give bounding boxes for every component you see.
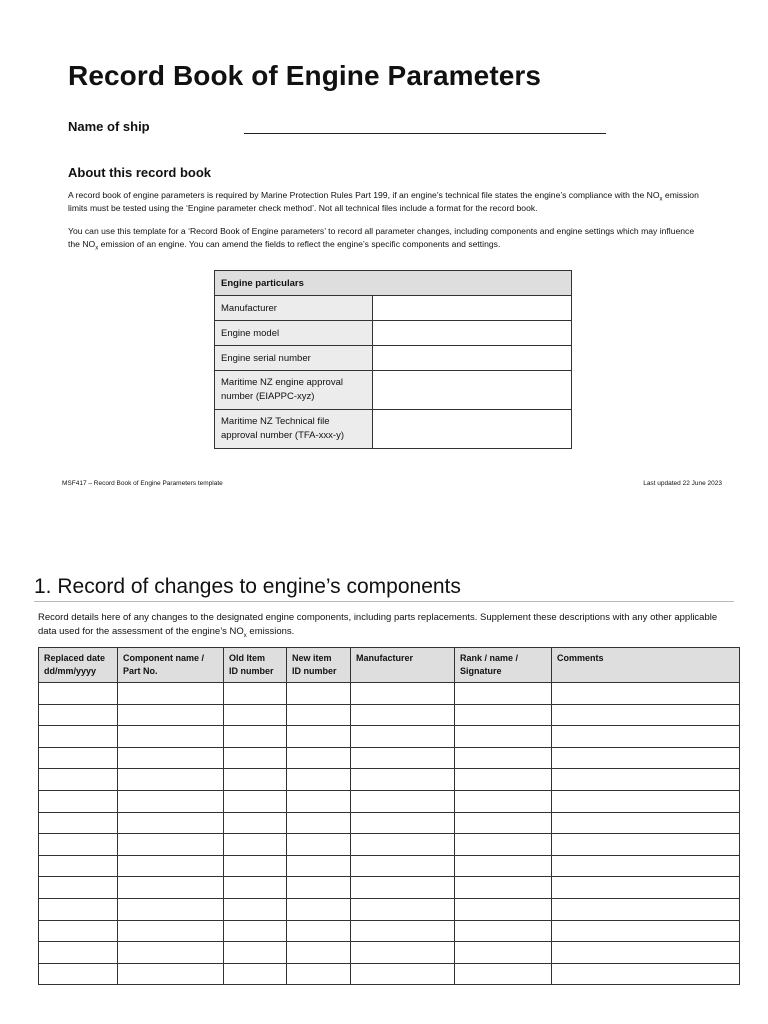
table-cell[interactable]: [118, 920, 224, 942]
table-cell[interactable]: [224, 963, 287, 985]
table-row: [39, 812, 740, 834]
table-cell[interactable]: [552, 812, 740, 834]
table-row: [39, 855, 740, 877]
table-cell[interactable]: [39, 790, 118, 812]
section-1-heading: 1. Record of changes to engine’s components: [34, 575, 461, 598]
table-cell[interactable]: [224, 704, 287, 726]
table-cell[interactable]: [287, 726, 351, 748]
table-cell[interactable]: [287, 790, 351, 812]
table-cell[interactable]: [455, 942, 552, 964]
table-cell[interactable]: [552, 877, 740, 899]
table-cell[interactable]: [287, 877, 351, 899]
table-row: [39, 726, 740, 748]
table-cell[interactable]: [455, 898, 552, 920]
column-header-replaced-date: Replaced date dd/mm/yyyy: [39, 648, 118, 683]
table-row: [39, 898, 740, 920]
table-cell[interactable]: [552, 855, 740, 877]
table-cell[interactable]: [224, 747, 287, 769]
table-cell[interactable]: [118, 898, 224, 920]
table-cell[interactable]: [552, 942, 740, 964]
table-cell[interactable]: [455, 790, 552, 812]
table-cell[interactable]: [39, 963, 118, 985]
component-changes-body: [39, 683, 740, 985]
table-cell[interactable]: [118, 963, 224, 985]
table-cell[interactable]: [287, 834, 351, 856]
table-cell[interactable]: [224, 920, 287, 942]
table-cell[interactable]: [287, 942, 351, 964]
particulars-value-approval-number[interactable]: [373, 371, 572, 410]
table-cell[interactable]: [552, 963, 740, 985]
page-title: Record Book of Engine Parameters: [68, 60, 542, 91]
particulars-value-manufacturer[interactable]: [373, 296, 572, 321]
table-cell[interactable]: [224, 790, 287, 812]
table-cell[interactable]: [39, 683, 118, 705]
table-cell[interactable]: [118, 704, 224, 726]
table-row: [39, 963, 740, 985]
table-cell[interactable]: [39, 898, 118, 920]
table-cell[interactable]: [224, 726, 287, 748]
table-cell[interactable]: [455, 812, 552, 834]
table-cell[interactable]: [118, 726, 224, 748]
table-cell[interactable]: [351, 855, 455, 877]
table-cell[interactable]: [224, 812, 287, 834]
table-cell[interactable]: [552, 898, 740, 920]
table-cell[interactable]: [351, 877, 455, 899]
table-cell[interactable]: [351, 704, 455, 726]
table-row: [39, 877, 740, 899]
section-divider: [34, 601, 734, 602]
table-cell[interactable]: [39, 704, 118, 726]
table-cell[interactable]: [351, 898, 455, 920]
table-cell[interactable]: [351, 812, 455, 834]
table-cell[interactable]: [455, 877, 552, 899]
particulars-label-serial-number: Engine serial number: [215, 346, 373, 371]
table-row: [39, 769, 740, 791]
table-row: [39, 834, 740, 856]
table-cell[interactable]: [224, 683, 287, 705]
table-cell[interactable]: [287, 704, 351, 726]
table-cell[interactable]: [39, 855, 118, 877]
column-header-comments: Comments: [552, 648, 740, 683]
table-cell[interactable]: [39, 920, 118, 942]
table-cell[interactable]: [118, 790, 224, 812]
table-cell[interactable]: [287, 963, 351, 985]
table-cell[interactable]: [118, 855, 224, 877]
table-cell[interactable]: [351, 790, 455, 812]
table-cell[interactable]: [552, 726, 740, 748]
table-cell[interactable]: [287, 898, 351, 920]
particulars-value-serial-number[interactable]: [373, 346, 572, 371]
table-cell[interactable]: [351, 963, 455, 985]
table-cell[interactable]: [287, 812, 351, 834]
table-cell[interactable]: [351, 726, 455, 748]
table-cell[interactable]: [39, 726, 118, 748]
table-cell[interactable]: [224, 855, 287, 877]
table-cell[interactable]: [224, 877, 287, 899]
name-of-ship-field[interactable]: [244, 133, 606, 134]
table-cell[interactable]: [351, 769, 455, 791]
table-cell[interactable]: [552, 834, 740, 856]
name-of-ship-label: Name of ship: [68, 119, 150, 134]
table-cell[interactable]: [552, 683, 740, 705]
table-cell[interactable]: [39, 942, 118, 964]
table-cell[interactable]: [118, 877, 224, 899]
particulars-value-technical-file[interactable]: [373, 410, 572, 449]
table-cell[interactable]: [287, 769, 351, 791]
table-cell[interactable]: [39, 769, 118, 791]
table-cell[interactable]: [351, 942, 455, 964]
table-row: [39, 790, 740, 812]
table-row: [39, 942, 740, 964]
table-cell[interactable]: [118, 942, 224, 964]
table-cell[interactable]: [224, 834, 287, 856]
table-header-row: [39, 648, 740, 683]
table-cell[interactable]: [552, 769, 740, 791]
component-changes-table: [38, 647, 740, 985]
column-header-rank-signature: Rank / name / Signature: [455, 648, 552, 683]
table-cell[interactable]: [118, 747, 224, 769]
table-cell[interactable]: [39, 877, 118, 899]
table-cell[interactable]: [455, 747, 552, 769]
table-cell[interactable]: [552, 790, 740, 812]
table-row: [39, 704, 740, 726]
section-1-description: Record details here of any changes to the designated engine components, including parts replacements. Supplement these descriptions with any other applicable data used for the assessment of the engine’s $NO_x$ emissions.: [38, 612, 718, 639]
table-cell[interactable]: [287, 855, 351, 877]
table-cell[interactable]: [118, 834, 224, 856]
table-cell[interactable]: [552, 704, 740, 726]
table-cell[interactable]: [224, 898, 287, 920]
table-cell[interactable]: [118, 812, 224, 834]
about-heading: About this record book: [68, 165, 211, 180]
footer-document-id: MSF417 – Record Book of Engine Parameters template: [62, 480, 223, 487]
table-cell[interactable]: [39, 812, 118, 834]
about-paragraph-1: A record book of engine parameters is required by Marine Protection Rules Part 199, if an engine’s technical file states the engine’s compliance with the $NO_x$ emission limits must be tested using the ‘Engine parameter check method’. Not all technical files include a format for the record book.: [68, 190, 699, 213]
engine-particulars-table: [214, 270, 572, 449]
table-cell[interactable]: [287, 747, 351, 769]
engine-particulars-header: Engine particulars: [215, 271, 572, 296]
table-cell[interactable]: [39, 747, 118, 769]
table-row: [39, 683, 740, 705]
table-cell[interactable]: [455, 704, 552, 726]
table-cell[interactable]: [224, 942, 287, 964]
particulars-label-technical-file: Maritime NZ Technical file approval number (TFA-xxx-y): [215, 410, 373, 449]
table-cell[interactable]: [552, 920, 740, 942]
table-cell[interactable]: [455, 920, 552, 942]
particulars-label-engine-model: Engine model: [215, 321, 373, 346]
about-paragraph-2: You can use this template for a ‘Record Book of Engine parameters’ to record all parameter changes, including components and engine settings which may influence the $NO_x$ emission of an engine. You can amend the fields to reflect the engine’s specific components and settings.: [68, 226, 695, 252]
column-header-old-item: Old Item ID number: [224, 648, 287, 683]
table-cell[interactable]: [287, 683, 351, 705]
table-row: [39, 920, 740, 942]
table-cell[interactable]: [455, 855, 552, 877]
table-cell[interactable]: [455, 963, 552, 985]
table-cell[interactable]: [224, 769, 287, 791]
table-cell[interactable]: [351, 683, 455, 705]
table-cell[interactable]: [287, 920, 351, 942]
table-cell[interactable]: [351, 834, 455, 856]
particulars-label-approval-number: Maritime NZ engine approval number (EIAPPC-xyz): [215, 371, 373, 410]
table-cell[interactable]: [118, 683, 224, 705]
column-header-component-name: Component name / Part No.: [118, 648, 224, 683]
table-cell[interactable]: [351, 747, 455, 769]
column-header-manufacturer: Manufacturer: [351, 648, 455, 683]
particulars-value-engine-model[interactable]: [373, 321, 572, 346]
table-row: [39, 747, 740, 769]
table-cell[interactable]: [552, 747, 740, 769]
table-cell[interactable]: [39, 834, 118, 856]
table-cell[interactable]: [351, 920, 455, 942]
footer-last-updated: Last updated 22 June 2023: [643, 480, 722, 487]
column-header-new-item: New item ID number: [287, 648, 351, 683]
table-cell[interactable]: [455, 834, 552, 856]
table-cell[interactable]: [455, 769, 552, 791]
table-cell[interactable]: [455, 726, 552, 748]
table-cell[interactable]: [455, 683, 552, 705]
particulars-label-manufacturer: Manufacturer: [215, 296, 373, 321]
table-cell[interactable]: [118, 769, 224, 791]
